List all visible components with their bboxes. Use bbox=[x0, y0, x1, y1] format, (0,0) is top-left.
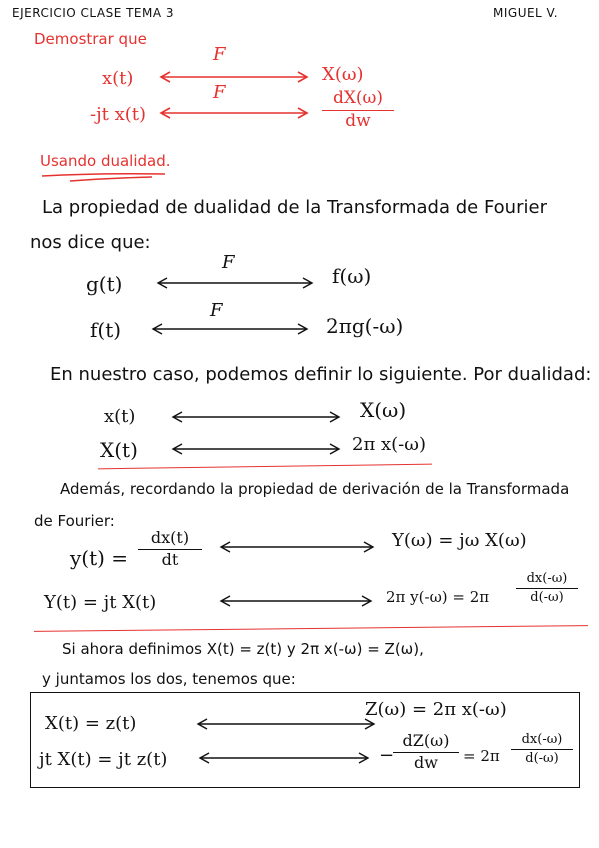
fraction-denominator: d(-ω) bbox=[530, 589, 564, 605]
double-arrow-icon bbox=[155, 276, 315, 290]
rel2-fourier-label: F bbox=[210, 300, 223, 321]
box-rel1-left: X(t) = z(t) bbox=[45, 713, 137, 734]
pair1-right: X(ω) bbox=[322, 64, 364, 85]
double-arrow-icon bbox=[150, 322, 310, 336]
fraction-numerator: dx(t) bbox=[150, 528, 190, 547]
underline-stroke bbox=[40, 170, 170, 184]
paragraph-line: Si ahora definimos X(t) = z(t) y 2π x(-ω) = Z(ω), bbox=[62, 640, 424, 658]
box-rel2-minus: − bbox=[379, 745, 395, 766]
fraction-denominator: dw bbox=[345, 110, 371, 131]
rel6-right-fraction bbox=[516, 572, 578, 604]
double-arrow-icon bbox=[218, 540, 376, 554]
divider bbox=[34, 625, 588, 632]
pair2-right-fraction bbox=[322, 90, 394, 131]
paragraph-line: En nuestro caso, podemos definir lo siguiente. Por dualidad: bbox=[50, 364, 592, 385]
paragraph-line: La propiedad de dualidad de la Transformada de Fourier bbox=[42, 197, 547, 218]
double-arrow-icon bbox=[158, 106, 310, 120]
rel2-left: f(t) bbox=[90, 318, 122, 342]
pair2-left: -jt x(t) bbox=[90, 104, 147, 125]
rel3-left: x(t) bbox=[104, 406, 136, 427]
section-heading-dualidad: Usando dualidad. bbox=[40, 152, 171, 170]
rel5-left-fraction bbox=[138, 530, 202, 569]
rel1-right: f(ω) bbox=[332, 264, 372, 288]
fraction-denominator: dt bbox=[161, 549, 179, 569]
double-arrow-icon bbox=[158, 70, 310, 84]
double-arrow-icon bbox=[170, 442, 342, 456]
double-arrow-icon bbox=[218, 594, 374, 608]
pair2-fourier-label: F bbox=[213, 82, 226, 103]
double-arrow-icon bbox=[195, 717, 377, 731]
rel2-right: 2πg(-ω) bbox=[326, 314, 404, 338]
paragraph-line: y juntamos los dos, tenemos que: bbox=[42, 670, 296, 688]
rel4-left: X(t) bbox=[100, 438, 138, 462]
fraction-denominator: dw bbox=[414, 752, 438, 772]
box-rel1-right: Z(ω) = 2π x(-ω) bbox=[365, 699, 507, 720]
rel3-right: X(ω) bbox=[360, 398, 407, 422]
divider bbox=[98, 464, 432, 470]
paragraph-line: nos dice que: bbox=[30, 232, 151, 253]
pair1-fourier-label: F bbox=[213, 44, 226, 65]
pair1-left: x(t) bbox=[102, 68, 134, 89]
rel5-right: Y(ω) = jω X(ω) bbox=[392, 530, 527, 551]
rel1-left: g(t) bbox=[86, 272, 123, 296]
section-heading-demostrar: Demostrar que bbox=[34, 30, 147, 48]
fraction-numerator: dX(ω) bbox=[332, 88, 384, 108]
fraction-numerator: dx(-ω) bbox=[521, 732, 563, 747]
fraction-numerator: dZ(ω) bbox=[402, 731, 450, 750]
result-box bbox=[30, 692, 580, 788]
rel5-left-pre: y(t) = bbox=[70, 546, 129, 570]
rel6-right-pre: 2π y(-ω) = 2π bbox=[386, 588, 490, 606]
paragraph-line: Además, recordando la propiedad de derivación de la Transformada bbox=[60, 480, 570, 498]
author-name: MIGUEL V. bbox=[493, 6, 559, 20]
fraction-denominator: d(-ω) bbox=[525, 750, 559, 766]
double-arrow-icon bbox=[197, 751, 371, 765]
rel4-right: 2π x(-ω) bbox=[352, 434, 426, 455]
rel1-fourier-label: F bbox=[222, 252, 235, 273]
rel6-left: Y(t) = jt X(t) bbox=[44, 592, 157, 613]
box-rel2-fraction bbox=[393, 733, 459, 772]
page-title: EJERCICIO CLASE TEMA 3 bbox=[12, 6, 175, 20]
box-rel2-left: jt X(t) = jt z(t) bbox=[39, 749, 168, 770]
fraction-numerator: dx(-ω) bbox=[526, 571, 568, 586]
box-rel2-equals: = 2π bbox=[463, 747, 500, 765]
box-rel2-fraction2 bbox=[511, 733, 573, 765]
double-arrow-icon bbox=[170, 410, 342, 424]
paragraph-line: de Fourier: bbox=[34, 512, 115, 530]
